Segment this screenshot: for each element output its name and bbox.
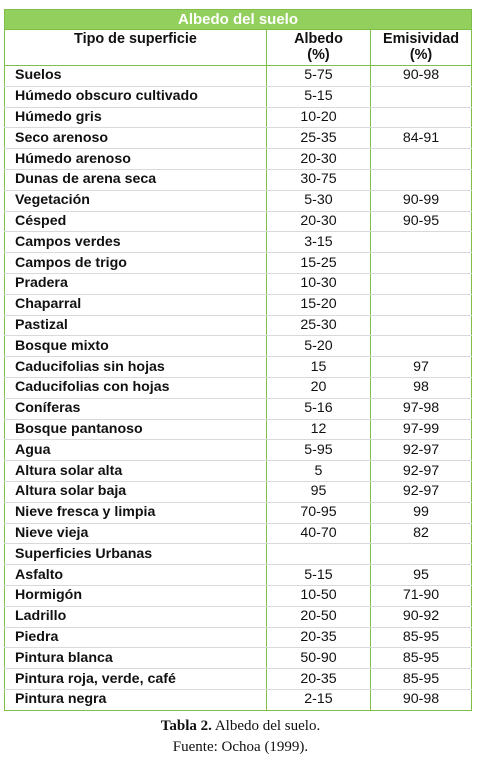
table-row xyxy=(5,440,472,461)
table-row xyxy=(5,544,472,565)
table-row xyxy=(5,585,472,606)
surface-cell: Bosque pantanoso xyxy=(5,419,267,440)
table-body xyxy=(5,66,472,711)
emisividad-cell: 84-91 xyxy=(371,128,472,149)
table-title-row xyxy=(5,10,472,30)
albedo-cell: 3-15 xyxy=(267,232,371,253)
surface-cell: Suelos xyxy=(5,66,267,87)
albedo-cell: 95 xyxy=(267,481,371,502)
albedo-cell: 20-30 xyxy=(267,149,371,170)
table-row xyxy=(5,66,472,87)
surface-cell: Húmedo obscuro cultivado xyxy=(5,86,267,107)
table-row xyxy=(5,190,472,211)
caption-label: Tabla 2. xyxy=(160,718,212,734)
emisividad-cell xyxy=(371,107,472,128)
emisividad-cell: 97-99 xyxy=(371,419,472,440)
header-albedo-unit: (%) xyxy=(307,47,330,63)
header-albedo xyxy=(267,30,371,66)
header-emisividad-label: Emisividad xyxy=(383,31,459,47)
emisividad-cell xyxy=(371,315,472,336)
emisividad-cell xyxy=(371,86,472,107)
table-row xyxy=(5,377,472,398)
emisividad-cell: 85-95 xyxy=(371,669,472,690)
table-source: Fuente: Ochoa (1999). xyxy=(172,739,309,755)
albedo-cell: 20 xyxy=(267,377,371,398)
emisividad-cell xyxy=(371,273,472,294)
surface-cell: Húmedo arenoso xyxy=(5,149,267,170)
albedo-cell: 10-20 xyxy=(267,107,371,128)
emisividad-cell: 90-95 xyxy=(371,211,472,232)
albedo-cell: 5-15 xyxy=(267,565,371,586)
surface-cell: Altura solar baja xyxy=(5,481,267,502)
table-row xyxy=(5,648,472,669)
albedo-cell: 12 xyxy=(267,419,371,440)
albedo-cell: 15-20 xyxy=(267,294,371,315)
surface-cell: Chaparral xyxy=(5,294,267,315)
albedo-cell: 2-15 xyxy=(267,689,371,710)
emisividad-cell: 90-92 xyxy=(371,606,472,627)
surface-cell: Superficies Urbanas xyxy=(5,544,267,565)
emisividad-cell: 90-98 xyxy=(371,66,472,87)
albedo-cell: 25-35 xyxy=(267,128,371,149)
albedo-cell: 20-50 xyxy=(267,606,371,627)
albedo-table-container xyxy=(4,9,471,711)
header-surface: Tipo de superficie xyxy=(5,30,267,66)
surface-cell: Seco arenoso xyxy=(5,128,267,149)
surface-cell: Pintura negra xyxy=(5,689,267,710)
surface-cell: Nieve vieja xyxy=(5,523,267,544)
header-albedo-label: Albedo xyxy=(294,31,343,47)
header-emisividad xyxy=(371,30,472,66)
emisividad-cell: 85-95 xyxy=(371,627,472,648)
table-row xyxy=(5,689,472,710)
table-row xyxy=(5,149,472,170)
albedo-cell: 30-75 xyxy=(267,169,371,190)
emisividad-cell xyxy=(371,336,472,357)
table-row xyxy=(5,86,472,107)
table-row xyxy=(5,502,472,523)
table-row xyxy=(5,273,472,294)
emisividad-cell xyxy=(371,232,472,253)
surface-cell: Asfalto xyxy=(5,565,267,586)
table-header-row xyxy=(5,30,472,66)
albedo-cell: 70-95 xyxy=(267,502,371,523)
emisividad-cell: 95 xyxy=(371,565,472,586)
table-row xyxy=(5,232,472,253)
table-row xyxy=(5,606,472,627)
table-caption xyxy=(0,718,481,735)
emisividad-cell: 97-98 xyxy=(371,398,472,419)
table-row xyxy=(5,398,472,419)
caption-text: Albedo del suelo. xyxy=(211,718,321,734)
albedo-cell: 10-50 xyxy=(267,585,371,606)
surface-cell: Bosque mixto xyxy=(5,336,267,357)
table-title: Albedo del suelo xyxy=(5,10,472,30)
table-row xyxy=(5,357,472,378)
header-emisividad-unit: (%) xyxy=(409,47,433,63)
surface-cell: Húmedo gris xyxy=(5,107,267,128)
albedo-cell: 5-30 xyxy=(267,190,371,211)
albedo-cell: 5-20 xyxy=(267,336,371,357)
table-row xyxy=(5,461,472,482)
surface-cell: Pastizal xyxy=(5,315,267,336)
emisividad-cell xyxy=(371,253,472,274)
albedo-cell xyxy=(267,544,371,565)
emisividad-cell: 99 xyxy=(371,502,472,523)
surface-cell: Césped xyxy=(5,211,267,232)
emisividad-cell xyxy=(371,544,472,565)
albedo-cell: 15-25 xyxy=(267,253,371,274)
surface-cell: Piedra xyxy=(5,627,267,648)
emisividad-cell: 97 xyxy=(371,357,472,378)
table-row xyxy=(5,523,472,544)
surface-cell: Caducifolias con hojas xyxy=(5,377,267,398)
surface-cell: Coníferas xyxy=(5,398,267,419)
surface-cell: Caducifolias sin hojas xyxy=(5,357,267,378)
emisividad-cell: 98 xyxy=(371,377,472,398)
table-row xyxy=(5,253,472,274)
table-row xyxy=(5,107,472,128)
surface-cell: Campos verdes xyxy=(5,232,267,253)
albedo-cell: 15 xyxy=(267,357,371,378)
emisividad-cell: 92-97 xyxy=(371,481,472,502)
table-row xyxy=(5,211,472,232)
albedo-cell: 20-30 xyxy=(267,211,371,232)
table-row xyxy=(5,565,472,586)
surface-cell: Nieve fresca y limpia xyxy=(5,502,267,523)
emisividad-cell xyxy=(371,169,472,190)
table-row xyxy=(5,294,472,315)
albedo-cell: 50-90 xyxy=(267,648,371,669)
albedo-cell: 5-75 xyxy=(267,66,371,87)
table-row xyxy=(5,315,472,336)
emisividad-cell: 82 xyxy=(371,523,472,544)
emisividad-cell: 90-99 xyxy=(371,190,472,211)
emisividad-cell: 92-97 xyxy=(371,440,472,461)
emisividad-cell: 90-98 xyxy=(371,689,472,710)
albedo-cell: 5-15 xyxy=(267,86,371,107)
emisividad-cell: 92-97 xyxy=(371,461,472,482)
albedo-table xyxy=(4,9,472,711)
albedo-cell: 10-30 xyxy=(267,273,371,294)
albedo-cell: 5 xyxy=(267,461,371,482)
albedo-cell: 5-16 xyxy=(267,398,371,419)
albedo-cell: 5-95 xyxy=(267,440,371,461)
emisividad-cell: 85-95 xyxy=(371,648,472,669)
table-row xyxy=(5,128,472,149)
table-row xyxy=(5,169,472,190)
surface-cell: Pintura roja, verde, café xyxy=(5,669,267,690)
surface-cell: Agua xyxy=(5,440,267,461)
surface-cell: Hormigón xyxy=(5,585,267,606)
emisividad-cell xyxy=(371,294,472,315)
table-row xyxy=(5,419,472,440)
albedo-cell: 25-30 xyxy=(267,315,371,336)
emisividad-cell xyxy=(371,149,472,170)
surface-cell: Altura solar alta xyxy=(5,461,267,482)
surface-cell: Campos de trigo xyxy=(5,253,267,274)
surface-cell: Vegetación xyxy=(5,190,267,211)
albedo-cell: 20-35 xyxy=(267,627,371,648)
table-row xyxy=(5,481,472,502)
table-row xyxy=(5,627,472,648)
emisividad-cell: 71-90 xyxy=(371,585,472,606)
surface-cell: Pradera xyxy=(5,273,267,294)
table-row xyxy=(5,336,472,357)
surface-cell: Dunas de arena seca xyxy=(5,169,267,190)
table-row xyxy=(5,669,472,690)
albedo-cell: 40-70 xyxy=(267,523,371,544)
surface-cell: Pintura blanca xyxy=(5,648,267,669)
surface-cell: Ladrillo xyxy=(5,606,267,627)
albedo-cell: 20-35 xyxy=(267,669,371,690)
